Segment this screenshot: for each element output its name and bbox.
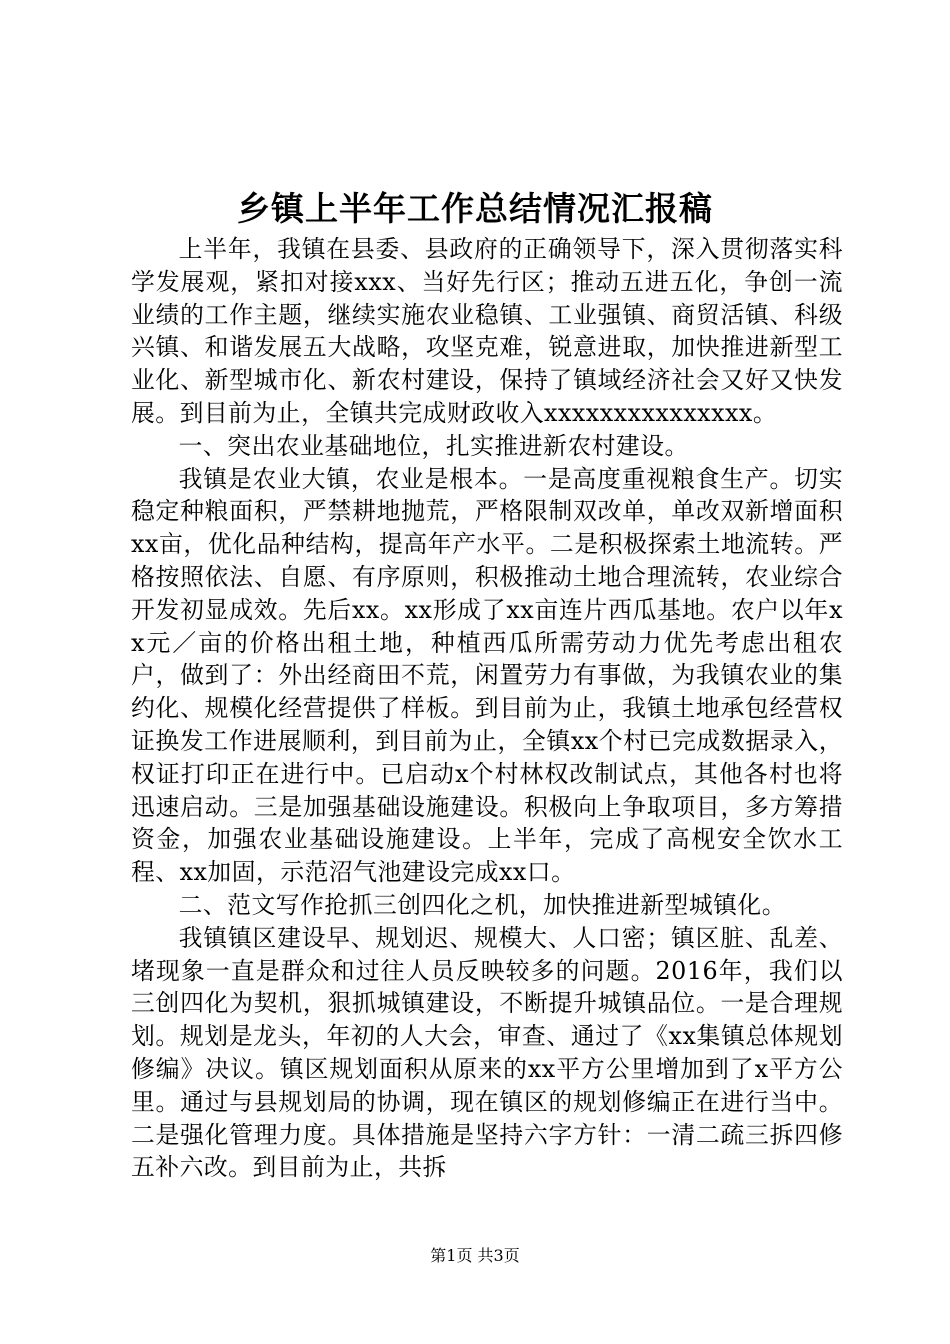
- page-footer: 第1页 共3页: [430, 1246, 520, 1265]
- section-heading-1: 一、突出农业基础地位，扎实推进新农村建设。: [178, 431, 689, 460]
- section-heading-2: 二、范文写作抢抓三创四化之机，加快推进新型城镇化。: [178, 890, 787, 919]
- paragraph-intro: 上半年，我镇在县委、县政府的正确领导下，深入贯彻落实科学发展观，紧扣对接xxx、当好先行区；推动五进五化，争创一流业绩的工作主题，继续实施农业稳镇、工业强镇、商贸活镇、科级兴镇、和谐发展五大战略，攻坚克难，锐意进取，加快推进新型工业化、新型城市化、新农村建设，保持了镇域经济社会又好又快发展。到目前为止，全镇共完成财政收入xxxxxxxxxxxxxxx。: [131, 235, 843, 427]
- paragraph-urbanization: 我镇镇区建设早、规划迟、规模大、人口密；镇区脏、乱差、堵现象一直是群众和过往人员反映较多的问题。2016年，我们以三创四化为契机，狠抓城镇建设，不断提升城镇品位。一是合理规划。规划是龙头，年初的人大会，审查、通过了《xx集镇总体规划修编》决议。镇区规划面积从原来的xx平方公里增加到了x平方公里。通过与县规划局的协调，现在镇区的规划修编正在进行当中。二是强化管理力度。具体措施是坚持六字方针：一清二疏三拆四修五补六改。到目前为止，共拆: [131, 923, 843, 1182]
- paragraph-agriculture: 我镇是农业大镇，农业是根本。一是高度重视粮食生产。切实稳定种粮面积，严禁耕地抛荒，严格限制双改单，单改双新增面积xx亩，优化品种结构，提高年产水平。二是积极探索土地流转。严格按照依法、自愿、有序原则，积极推动土地合理流转，农业综合开发初显成效。先后xx。xx形成了xx亩连片西瓜基地。农户以年xx元／亩的价格出租土地，种植西瓜所需劳动力优先考虑出租农户，做到了：外出经商田不荒，闲置劳力有事做，为我镇农业的集约化、规模化经营提供了样板。到目前为止，我镇土地承包经营权证换发工作进展顺利，到目前为止，全镇xx个村已完成数据录入，权证打印正在进行中。已启动x个村林权改制试点，其他各村也将迅速启动。三是加强基础设施建设。积极向上争取项目，多方筹措资金，加强农业基础设施建设。上半年，完成了高枧安全饮水工程、xx加固，示范沼气池建设完成xx口。: [131, 464, 843, 887]
- document-title: 乡镇上半年工作总结情况汇报稿: [237, 189, 713, 228]
- document-body: [131, 233, 843, 1184]
